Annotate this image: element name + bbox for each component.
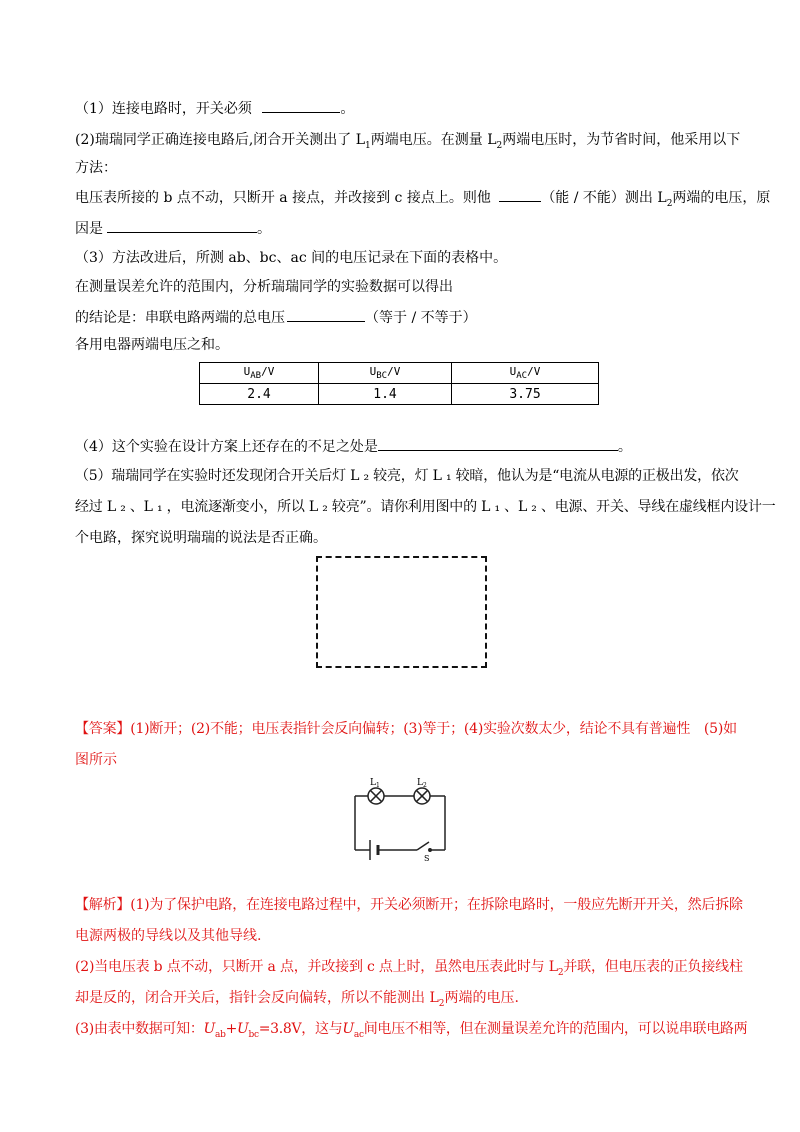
q5-line1: （5）瑞瑞同学在实验时还发现闭合开关后灯 L ₂ 较亮，灯 L ₁ 较暗，他认为是“电流从电源的正极出发，依次 <box>75 468 739 484</box>
analysis-text-4a: 却是反的，闭合开关后，指针会反向偏转，所以不能测出 L <box>75 990 439 1006</box>
header-unit: /V <box>261 365 275 379</box>
q2-blank-2 <box>107 218 257 233</box>
table-row <box>200 384 599 405</box>
header-u: U <box>509 365 517 379</box>
question-4 <box>75 436 632 457</box>
answer-line-1 <box>75 719 737 739</box>
header-u: U <box>243 365 251 379</box>
q2-line4-a: 因是 <box>75 221 103 237</box>
q2-text-b: 两端电压。在测量 L <box>370 132 497 148</box>
analysis-text-2: 电源两极的导线以及其他导线. <box>75 928 262 944</box>
circuit-design-box <box>316 556 487 668</box>
analysis-eq: =3.8V，这与 <box>258 1021 343 1037</box>
question-5-line-3 <box>75 528 327 548</box>
analysis-s2: bc <box>248 1029 259 1040</box>
analysis-text-4b: 两端的电压. <box>444 990 519 1006</box>
q2-line4-end: 。 <box>257 221 271 237</box>
header-sub: AC <box>516 371 528 382</box>
q1-blank <box>262 98 340 113</box>
analysis-u2: U <box>237 1021 249 1037</box>
q3-line1: （3）方法改进后，所测 ab、bc、ac 间的电压记录在下面的表格中。 <box>75 250 508 266</box>
analysis-line-3 <box>75 957 743 983</box>
analysis-tag: 【解析】 <box>75 897 131 913</box>
header-sub: AB <box>250 371 262 382</box>
analysis-line-1 <box>75 895 743 915</box>
analysis-sub-4: 2 <box>438 998 445 1009</box>
analysis-text-5b: 间电压不相等，但在测量误差允许的范围内，可以说串联电路两 <box>363 1021 748 1037</box>
header-sub: BC <box>376 371 388 382</box>
analysis-s1: ab <box>215 1029 226 1040</box>
q2-blank-1 <box>499 187 541 202</box>
q3-line4: 各用电器两端电压之和。 <box>75 337 229 353</box>
q5-line2: 经过 L ₂ 、L ₁ ，电流逐渐变小，所以 L ₂ 较亮”。请你利用图中的 L ₁ 、L ₂ 、电源、开关、导线在虚线框内设计一 <box>75 499 776 515</box>
question-5-line-2 <box>75 497 776 517</box>
analysis-line-2 <box>75 926 261 946</box>
header-u: U <box>369 365 377 379</box>
answer-text-2: 图所示 <box>75 752 117 768</box>
question-3-line-3 <box>75 307 477 328</box>
l2-label: $L_2$ <box>417 778 427 789</box>
table-header-cell <box>200 363 319 384</box>
q4-blank <box>378 436 618 451</box>
header-unit: /V <box>527 365 541 379</box>
lamp-l2-icon <box>414 788 430 804</box>
q3-line3-b: （等于 / 不等于） <box>365 310 477 326</box>
analysis-text-1: (1)为了保护电路，在连接电路过程中，开关必须断开；在拆除电路时，一般应先断开开关，然后拆除 <box>130 897 743 913</box>
analysis-u3: U <box>342 1021 354 1037</box>
question-2-line-3 <box>75 187 770 214</box>
q3-line3-a: 的结论是：串联电路两端的总电压 <box>75 310 285 326</box>
analysis-text-5a: (3)由表中数据可知： <box>75 1021 204 1037</box>
switch-label: S <box>424 854 430 862</box>
q4-end: 。 <box>617 439 632 455</box>
q3-blank <box>287 307 365 322</box>
analysis-u1: U <box>203 1021 216 1037</box>
analysis-line-5 <box>75 1019 747 1045</box>
answer-tag: 【答案】 <box>75 721 131 737</box>
question-2-line-1 <box>75 130 740 156</box>
q2-line3-a: 电压表所接的 b 点不动，只断开 a 接点，并改接到 c 接点上。则他 <box>75 190 491 206</box>
battery-icon <box>370 840 378 860</box>
q2-text-c: 两端电压时，为节省时间，他采用以下 <box>502 132 741 148</box>
q2-line2: 方法： <box>75 160 117 176</box>
answer-text: (1)断开；(2)不能；电压表指针会反向偏转；(3)等于；(4)实验次数太少，结论不具有普遍性 (5)如 <box>130 721 737 737</box>
q5-line3: 个电路，探究说明瑞瑞的说法是否正确。 <box>75 530 327 546</box>
table-header-cell <box>319 363 452 384</box>
question-1 <box>75 98 354 119</box>
question-3-line-2 <box>75 277 453 297</box>
table-header-cell <box>452 363 599 384</box>
question-5-line-1 <box>75 466 739 486</box>
table-cell: 2.4 <box>200 384 319 405</box>
q2-text-a: (2)瑞瑞同学正确连接电路后,闭合开关测出了 L <box>75 132 366 148</box>
table-cell: 1.4 <box>319 384 452 405</box>
answer-line-2 <box>75 750 117 770</box>
voltage-table <box>199 362 599 405</box>
analysis-text-3a: (2)当电压表 b 点不动，只断开 a 点，并改接到 c 点上时，虽然电压表此时与 L <box>75 959 558 975</box>
q3-line2: 在测量误差允许的范围内，分析瑞瑞同学的实验数据可以得出 <box>75 279 453 295</box>
analysis-plus: + <box>225 1021 237 1037</box>
question-3-line-4 <box>75 335 229 355</box>
q1-text: （1）连接电路时，开关必须 <box>75 101 252 117</box>
q2-line3-c: 两端的电压，原 <box>672 190 771 206</box>
question-3-line-1 <box>75 248 507 268</box>
table-header-row <box>200 363 599 384</box>
q2-line3-b: （能 / 不能）测出 L <box>541 190 667 206</box>
question-2-line-4 <box>75 218 271 239</box>
question-2-line-2 <box>75 158 117 178</box>
analysis-line-4 <box>75 988 519 1014</box>
analysis-text-3b: 并联，但电压表的正负接线柱 <box>563 959 743 975</box>
table-cell: 3.75 <box>452 384 599 405</box>
analysis-s3: ac <box>353 1029 364 1040</box>
switch-icon <box>417 842 431 851</box>
circuit-diagram <box>345 776 455 862</box>
lamp-l1-icon <box>368 788 384 804</box>
analysis-sub-3: 2 <box>557 967 564 978</box>
header-unit: /V <box>387 365 401 379</box>
q4-text: （4）这个实验在设计方案上还存在的不足之处是 <box>75 439 378 455</box>
q2-sub-2: 2 <box>496 140 503 151</box>
q2-line3-sub: 2 <box>666 198 673 209</box>
q1-end: 。 <box>340 101 355 117</box>
l1-label: $L_1$ <box>370 778 380 789</box>
q2-sub-1: 1 <box>365 140 371 151</box>
